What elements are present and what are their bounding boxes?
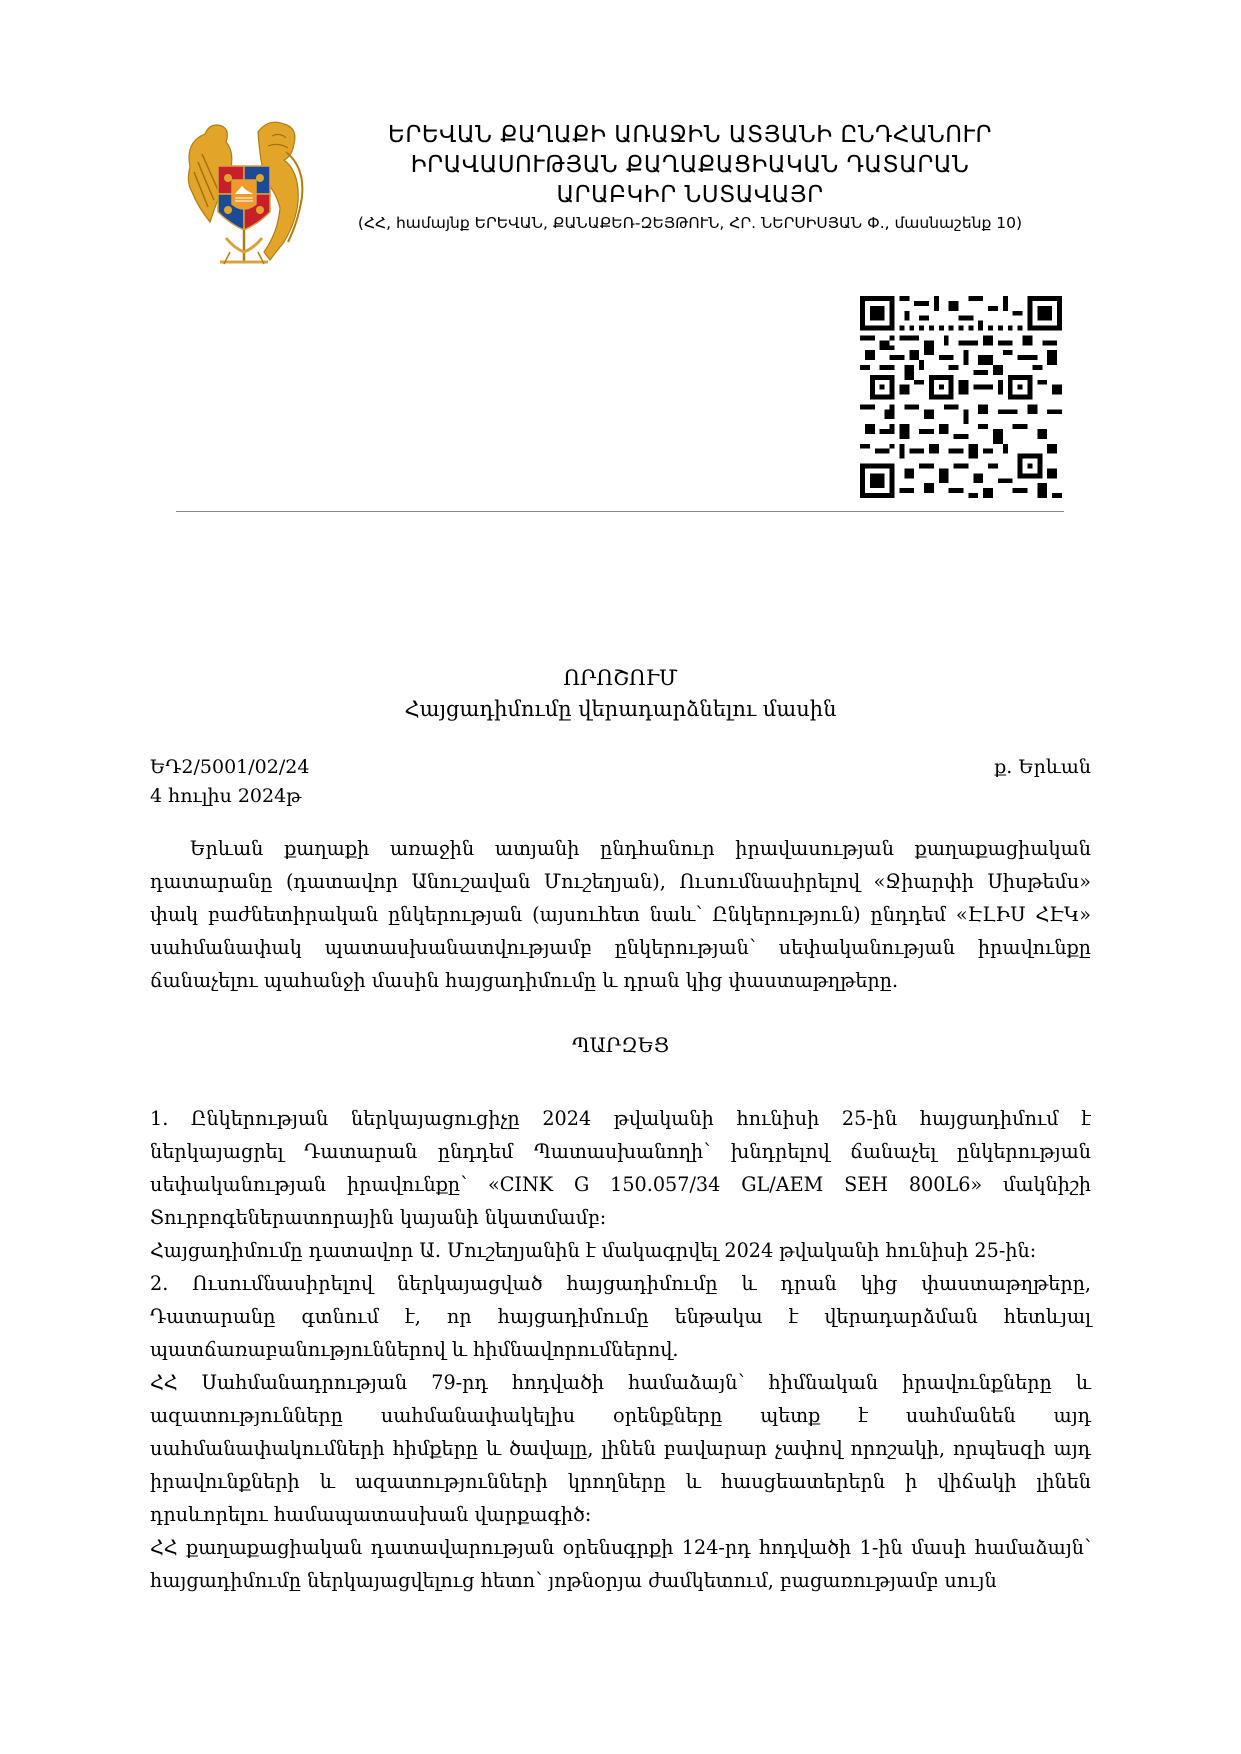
body-paragraph-4: ՀՀ Սահմանադրության 79-րդ հոդվածի համաձայն՝ հիմնական իրավունքները և ազատությունները սահմանափակելիս օրենքները պետք է սահմանեն այդ սահմանափակումների հիմքերը և ծավալը, լինեն բավարար չափով որոշակի, որպեսզի այդ իրավունքների և ազատությունների կրողները և հասցեատերերն ի վիճակի լինեն դրսևորելու համապատասխան վարքագիծ: <box>150 1371 1091 1526</box>
document-subtitle: Հայցադիմումը վերադարձնելու մասին <box>404 697 837 721</box>
court-address: (ՀՀ, համայնք ԵՐԵՎԱՆ, ՔԱՆԱՔԵՌ-ԶԵՅԹՈՒՆ, ՀՐ. ՆԵՐՍԻՍՅԱՆ Փ., մասնաշենք 10) <box>357 214 1023 232</box>
header-divider <box>176 511 1064 512</box>
body-paragraph-3: 2. Ուսումնասիրելով ներկայացված հայցադիմումը և դրան կից փաստաթղթերը, Դատարանը գտնում է, որ հայցադիմումը ենթակա է վերադարձման հետևյալ պատճառաբանություններով և հիմնավորումներով. <box>150 1272 1091 1361</box>
armenia-coat-of-arms-icon <box>180 112 310 272</box>
qr-code-icon <box>860 296 1062 498</box>
intro-paragraph: Երևան քաղաքի առաջին ատյանի ընդհանուր իրավասության քաղաքացիական դատարանը (դատավոր Անուշավան Մուշեղյան), Ուսումնասիրելով «Ջիարփի Սիսթեմս» փակ բաժնետիրական ընկերության (այսուհետ նաև՝ Ընկերություն) ընդդեմ «ԷԼԻՍ ՀԷԿ» սահմանափակ պատասխանատվությամբ ընկերության՝ սեփականության իրավունքը ճանաչելու պահանջի մասին հայցադիմումը և դրան կից փաստաթղթերը. <box>150 837 1091 992</box>
court-name-line-1: ԵՐԵՎԱՆ ՔԱՂԱՔԻ ԱՌԱՋԻՆ ԱՏՅԱՆԻ ԸՆԴՀԱՆՈՒՐ <box>388 122 992 148</box>
decision-date: 4 հուլիս 2024թ <box>150 785 302 807</box>
document-title: ՈՐՈՇՈՒՄ <box>563 666 678 690</box>
decision-city: ք. Երևան <box>994 756 1091 778</box>
court-header <box>340 120 1040 234</box>
body-paragraph-1: 1. Ընկերության ներկայացուցիչը 2024 թվականի հունիսի 25-ին հայցադիմում է ներկայացրել Դատարան ընդդեմ Պատասխանողի՝ խնդրելով ճանաչել ընկերության սեփականության իրավունքը՝ «CINK G 150.057/34 GL/AEM SEH 800L6» մակնիշի Տուրբոգեներատորային կայանի նկատմամբ: <box>150 1107 1091 1229</box>
resolution-heading: ՊԱՐԶԵՑ <box>572 1033 669 1057</box>
court-name-line-2: ԻՐԱՎԱՍՈՒԹՅԱՆ ՔԱՂԱՔԱՑԻԱԿԱՆ ԴԱՏԱՐԱՆ <box>410 152 970 178</box>
body-paragraph-2: Հայցադիմումը դատավոր Ա. Մուշեղյանին է մակագրվել 2024 թվականի հունիսի 25-ին: <box>150 1239 1037 1262</box>
body-paragraph-5: ՀՀ քաղաքացիական դատավարության օրենսգրքի 124-րդ հոդվածի 1-ին մասի համաձայն՝ հայցադիմումը ներկայացվելուց հետո՝ յոթնօրյա ժամկետում, բացառությամբ սույն <box>150 1536 1091 1592</box>
case-number: ԵԴ2/5001/02/24 <box>150 756 310 778</box>
decision-body <box>150 1102 1091 1597</box>
court-name-line-3: ԱՐԱԲԿԻՐ ՆՍՏԱՎԱՅՐ <box>556 182 824 208</box>
